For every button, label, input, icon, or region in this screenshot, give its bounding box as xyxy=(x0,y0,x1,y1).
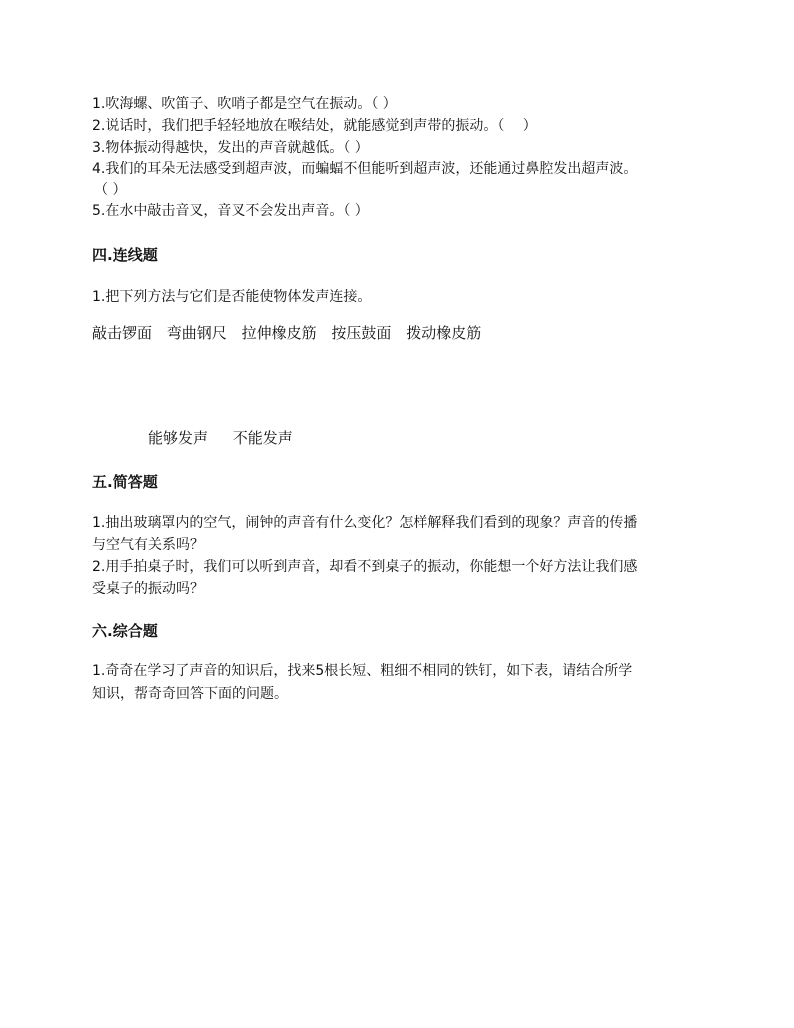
method-item[interactable]: 拉伸橡皮筋 xyxy=(241,324,317,342)
outcome-item[interactable]: 不能发声 xyxy=(232,429,293,447)
judgment-item-4: 4.我们的耳朵无法感受到超声波，而蝙蝠不但能听到超声波，还能通过鼻腔发出超声波。 xyxy=(92,161,638,177)
method-item[interactable]: 拨动橡皮筋 xyxy=(406,324,482,342)
short-answer-heading: 五.简答题 xyxy=(92,473,158,491)
method-list xyxy=(92,322,491,344)
method-item[interactable]: 弯曲钢尺 xyxy=(166,324,227,342)
matching-heading: 四.连线题 xyxy=(92,246,158,264)
short-answer-q2-line2: 受桌子的振动吗？ xyxy=(92,581,204,597)
judgment-item-1: 1.吹海螺、吹笛子、吹哨子都是空气在振动。（ ） xyxy=(92,96,397,112)
outcome-list xyxy=(148,427,313,449)
judgment-item-4-blank: （ ） xyxy=(94,182,127,198)
comprehensive-q1-line1: 1.奇奇在学习了声音的知识后，找来5根长短、粗细不相同的铁钉，如下表，请结合所学 xyxy=(92,663,633,679)
judgment-item-3: 3.物体振动得越快，发出的声音就越低。（ ） xyxy=(92,140,369,156)
short-answer-q1-line1: 1.抽出玻璃罩内的空气，闹钟的声音有什么变化？怎样解释我们看到的现象？声音的传播 xyxy=(92,515,638,531)
comprehensive-q1-line2: 知识，帮奇奇回答下面的问题。 xyxy=(92,686,288,702)
short-answer-q1-line2: 与空气有关系吗？ xyxy=(92,537,204,553)
judgment-item-2: 2.说话时，我们把手轻轻地放在喉结处，就能感觉到声带的振动。（ ） xyxy=(92,118,537,134)
method-item[interactable]: 敲击锣面 xyxy=(92,324,153,342)
comprehensive-heading: 六.综合题 xyxy=(92,622,158,640)
judgment-item-5: 5.在水中敲击音叉，音叉不会发出声音。（ ） xyxy=(92,203,369,219)
method-item[interactable]: 按压鼓面 xyxy=(331,324,392,342)
matching-question: 1.把下列方法与它们是否能使物体发声连接。 xyxy=(92,289,372,305)
short-answer-q2-line1: 2.用手拍桌子时，我们可以听到声音，却看不到桌子的振动，你能想一个好方法让我们感 xyxy=(92,559,638,575)
outcome-item[interactable]: 能够发声 xyxy=(148,429,209,447)
